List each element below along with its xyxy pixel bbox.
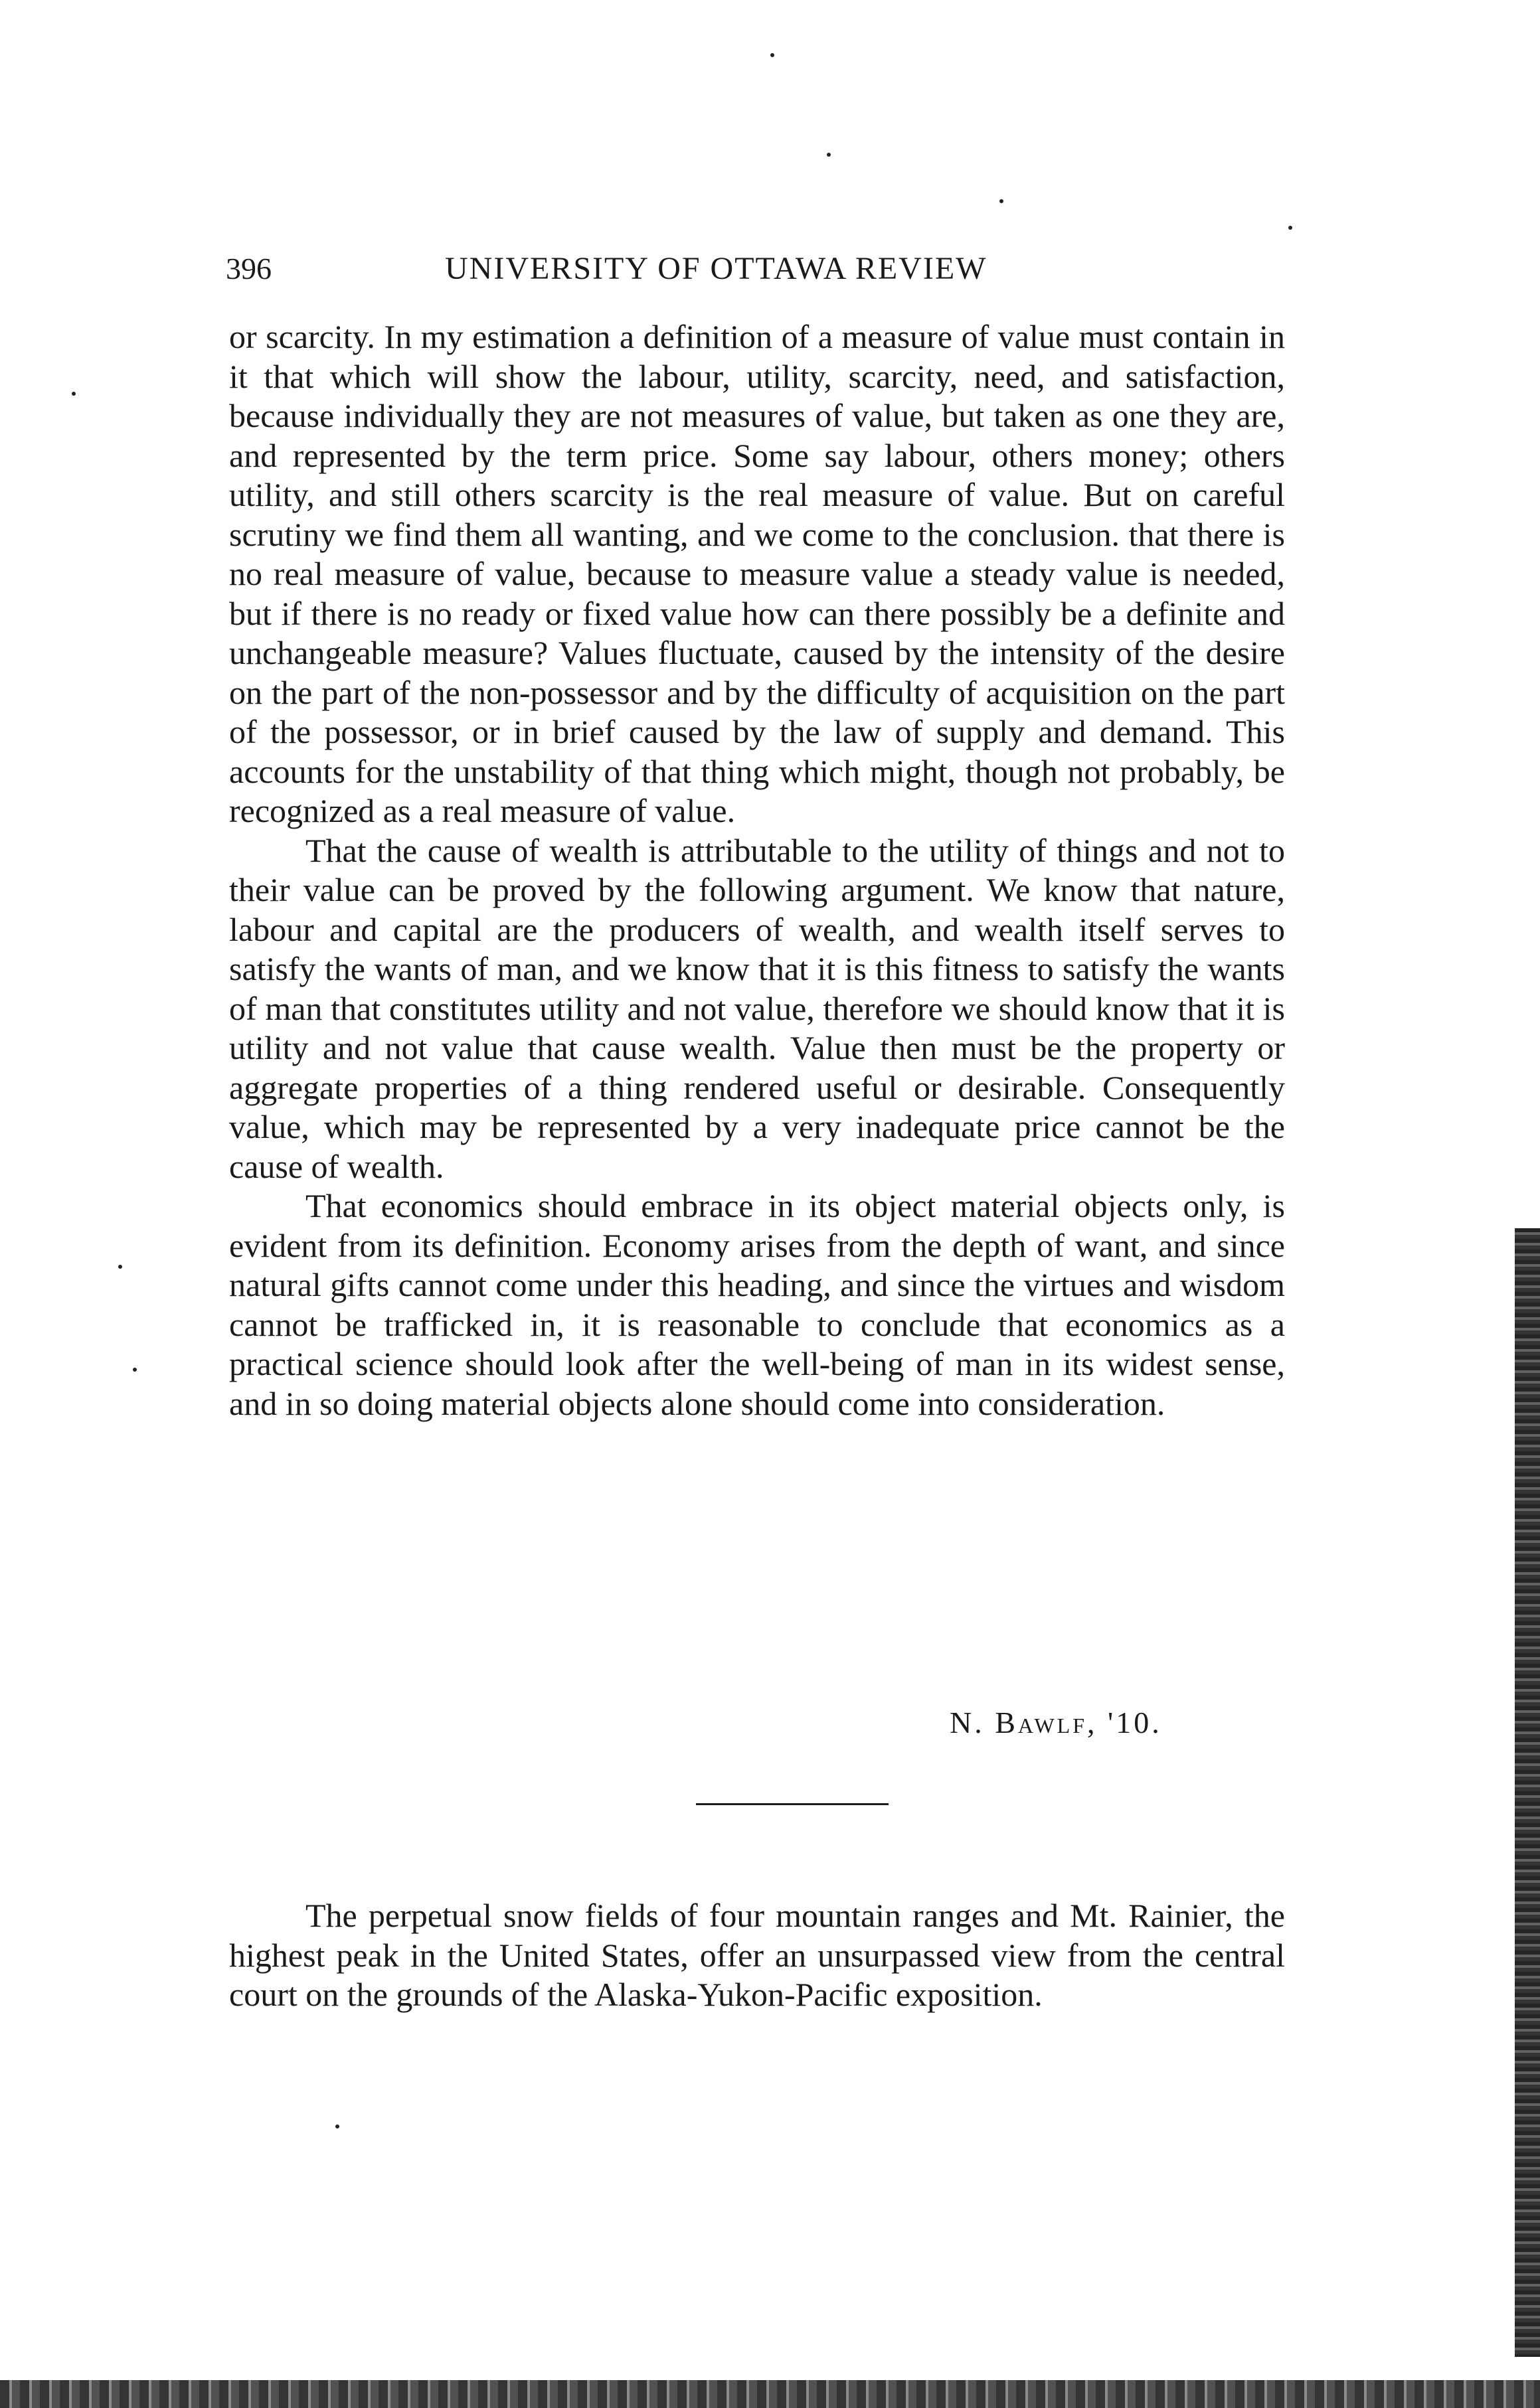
- paragraph-2: That the cause of wealth is attributable to the utility of things and not to their value can be proved by the following argument. We know that nature, labour and capital are the producers of wealth, and wealth itself serves to satisfy the wants of man, and we know that it is this fitness to satisfy the wants of man that constitutes utility and not value, therefore we should know that it is utility and not value that cause wealth. Value then must be the property or aggregate properties of a thing rendered useful or desirable. Consequently value, which may be represented by a very inadequate price cannot be the cause of wealth.: [229, 831, 1285, 1185]
- scan-edge-right: [1515, 1228, 1540, 2357]
- scan-speck: [133, 1368, 137, 1372]
- section-divider: [696, 1803, 889, 1805]
- running-title: UNIVERSITY OF OTTAWA REVIEW: [445, 251, 987, 286]
- paragraph-3: That economics should embrace in its object material objects only, is evident from its definition. Economy arises from the depth of want, and since natural gifts cannot come under this heading, and since the virtues and wisdom cannot be trafficked in, it is reasonable to conclude that economics as a practical science should look after the well-being of man in its widest sense, and in so doing material objects alone should come into consideration.: [229, 1187, 1285, 1422]
- scan-speck: [827, 153, 831, 157]
- article-body: [229, 317, 1285, 1423]
- scan-speck: [335, 2125, 339, 2128]
- scan-speck: [118, 1265, 122, 1269]
- author-signature: N. Bawlf, '10.: [950, 1706, 1162, 1739]
- paragraph-1: or scarcity. In my estimation a definition of a measure of value must contain in it that which will show the labour, utility, scarcity, need, and satisfaction, because individually they are not measures of value, but taken as one they are, and represented by the term price. Some say labour, others money; others utility, and still others scarcity is the real measure of value. But on careful scrutiny we find them all wanting, and we come to the conclusion. that there is no real measure of value, because to measure value a steady value is needed, but if there is no ready or fixed value how can there possibly be a definite and unchangeable measure? Values fluctuate, caused by the intensity of the desire on the part of the non-possessor and by the difficulty of acquisition on the part of the possessor, or in brief caused by the law of supply and demand. This accounts for the unstability of that thing which might, though not probably, be recognized as a real measure of value.: [229, 318, 1285, 829]
- scan-speck: [72, 392, 76, 396]
- scan-edge-bottom: [0, 2380, 1540, 2408]
- scan-speck: [770, 53, 774, 57]
- scan-speck: [999, 199, 1003, 203]
- scan-speck: [1288, 226, 1292, 230]
- page-number: 396: [226, 252, 272, 285]
- filler-note: The perpetual snow fields of four mountain ranges and Mt. Rainier, the highest peak in the United States, offer an unsurpassed view from the central court on the grounds of the Alaska-Yukon-Pacific exposition.: [229, 1897, 1285, 2013]
- page-header: [226, 249, 1096, 289]
